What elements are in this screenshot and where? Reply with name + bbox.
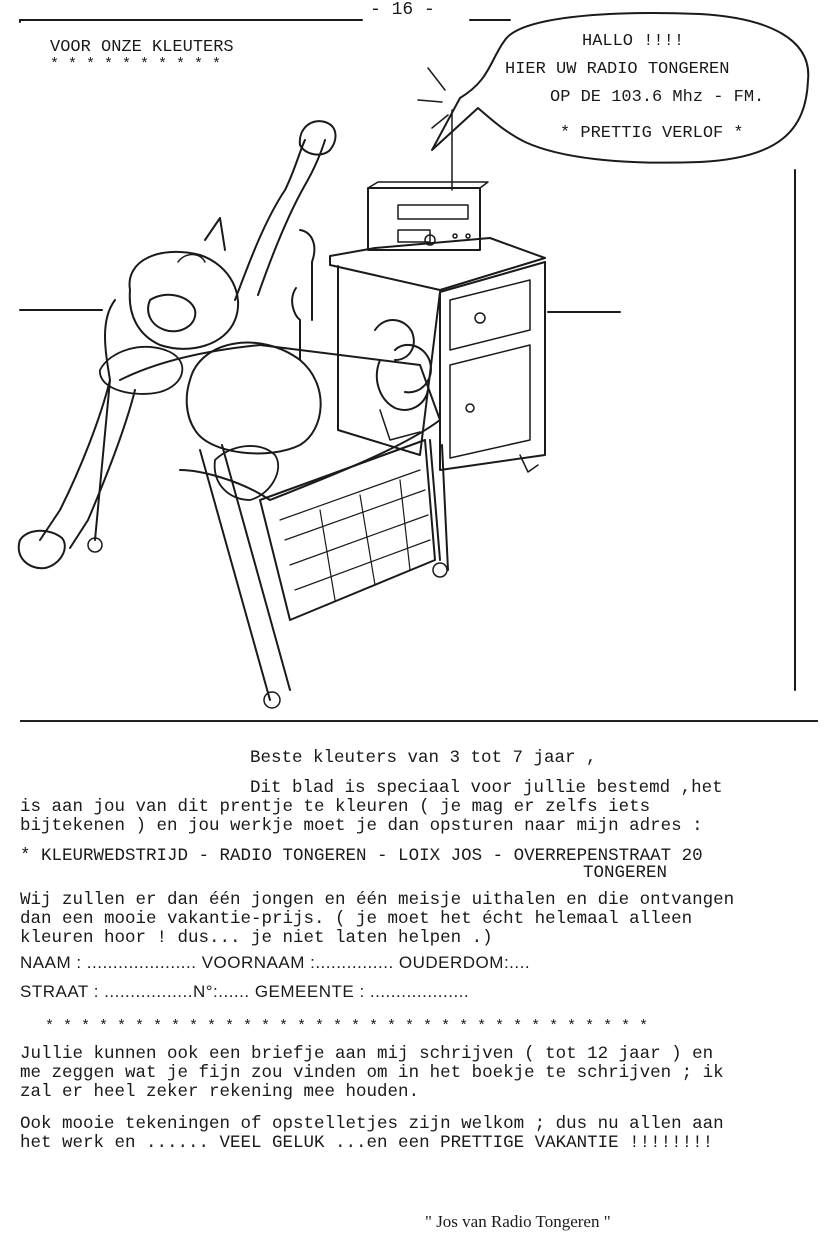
section-divider — [20, 720, 818, 722]
bubble-line-greeting: HALLO !!!! — [582, 32, 685, 51]
star-divider: * * * * * * * * * * * * * * * * * * * * * * * * * * * * * * * * * * — [45, 1018, 649, 1035]
header-stars: * * * * * * * * * * — [50, 56, 222, 73]
header-title: VOOR ONZE KLEUTERS — [50, 38, 234, 57]
page-number: - 16 - — [370, 0, 435, 20]
paragraph-2-line-2: dan een mooie vakantie-prijs. ( je moet het écht helemaal alleen — [20, 909, 693, 929]
paragraph-1-line-1: Dit blad is speciaal voor jullie bestemd ,het — [250, 778, 723, 798]
signature: " Jos van Radio Tongeren " — [425, 1212, 611, 1231]
paragraph-3-line-2: me zeggen wat je fijn zou vinden om in het boekje te schrijven ; ik — [20, 1063, 724, 1083]
bubble-line-station: HIER UW RADIO TONGEREN — [505, 60, 730, 79]
greeting: Beste kleuters van 3 tot 7 jaar , — [250, 748, 597, 768]
paragraph-1-line-2: is aan jou van dit prentje te kleuren ( je mag er zelfs iets — [20, 797, 651, 817]
paragraph-4-line-2: het werk en ...... VEEL GELUK ...en een PRETTIGE VAKANTIE !!!!!!!! — [20, 1133, 714, 1153]
paragraph-1-line-3: bijtekenen ) en jou werkje moet je dan opsturen naar mijn adres : — [20, 816, 703, 836]
paragraph-4-line-1: Ook mooie tekeningen of opstelletjes zijn welkom ; dus nu allen aan — [20, 1114, 724, 1134]
form-line-name: NAAM : ..................... VOORNAAM :............... OUDERDOM:.... — [20, 953, 531, 972]
paragraph-3-line-3: zal er heel zeker rekening mee houden. — [20, 1082, 420, 1102]
paragraph-2-line-1: Wij zullen er dan één jongen en één meisje uithalen en die ontvangen — [20, 890, 735, 910]
paragraph-2-line-3: kleuren hoor ! dus... je niet laten helpen .) — [20, 928, 493, 948]
paragraph-3-line-1: Jullie kunnen ook een briefje aan mij schrijven ( tot 12 jaar ) en — [20, 1044, 714, 1064]
bubble-line-wish: * PRETTIG VERLOF * — [560, 124, 744, 143]
address-line-1: * KLEURWEDSTRIJD - RADIO TONGEREN - LOIX JOS - OVERREPENSTRAAT 20 — [20, 846, 703, 866]
bubble-line-frequency: OP DE 103.6 Mhz - FM. — [550, 88, 765, 107]
address-line-2: TONGEREN — [583, 863, 668, 883]
form-line-address: STRAAT : .................N°:...... GEMEENTE : ................... — [20, 982, 470, 1001]
